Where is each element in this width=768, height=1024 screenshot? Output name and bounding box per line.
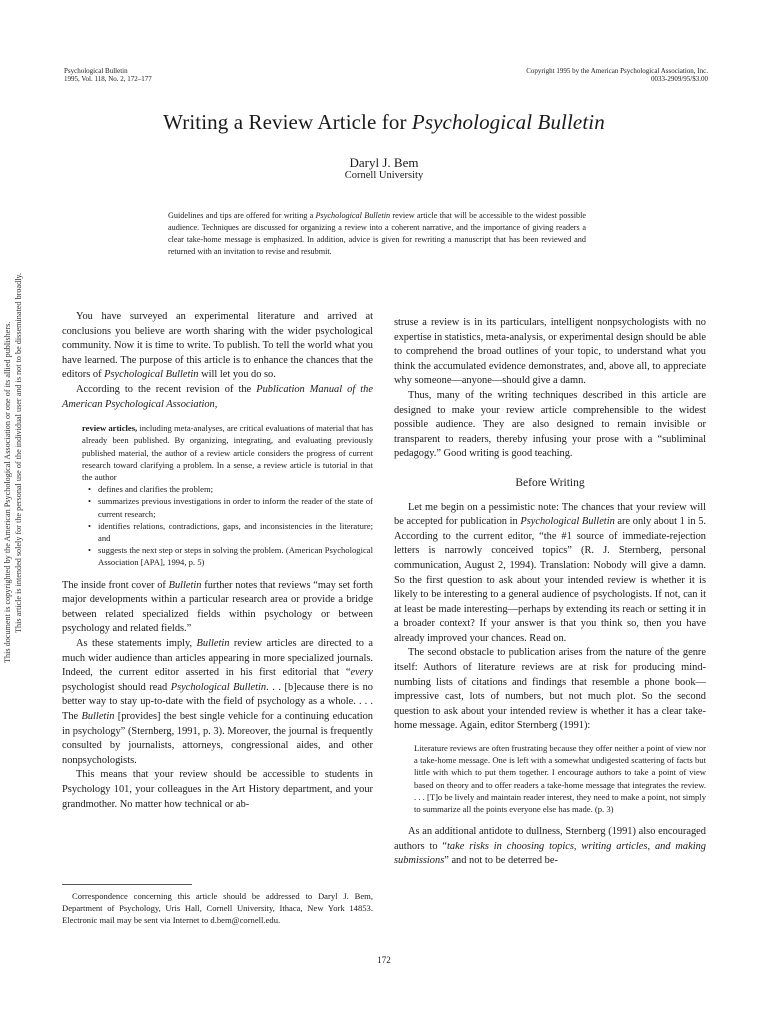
abstract-text-1: Guidelines and tips are offered for writing a (168, 211, 316, 220)
list-item: • summarizes previous investigations in order to inform the reader of the state of current research; (88, 496, 373, 519)
block-quote (82, 422, 373, 568)
block-quote: Literature reviews are often frustrating because they offer neither a point of view nor a take-home message. One is left with a somewhat undigested scattering of facts but little with which to put them together. I encourage authors to take a point of view based on theory and to offer readers a take-home message that integrates the review. . . . [T]o be lively and maintain reader interest, they need to make a point, not simply to summarize all the points everyone else has made. (p. 3) (414, 743, 706, 815)
page-number: 172 (377, 955, 391, 965)
paragraph: The inside front cover of Bulletin further notes that reviews “may set forth major developments within a particular research area or provide a bridge between related specialized fields within psychology or between psychology and related fields.” (62, 579, 373, 635)
left-column (62, 310, 373, 812)
paragraph: As an additional antidote to dullness, Sternberg (1991) also encouraged authors to “take risks in choosing topics, writing articles, and making submissions” and not to be deterred be- (394, 826, 706, 867)
section-heading: Before Writing (515, 476, 585, 489)
right-column (394, 316, 706, 869)
issn-line: 0033-2909/95/$3.00 (651, 75, 708, 83)
abstract-text-2: review article that will be accessible to the widest possible audience. Techniques are discussed for organizing a review into a coherent narrative, and the importance of giving readers a clear take-home message is emphasized. In addition, advice is given for rewriting a manuscript that has been reviewed and returned with an invitation to revise and resubmit. (168, 211, 586, 257)
paragraph: The second obstacle to publication arises from the nature of the genre itself: Authors of literature reviews are at risk for producing mind-numbing lists of citations and findings that resemble a phone book—impressive cast, lots of numbers, but not much plot. So the second question to ask about your intended review is whether it has a clear take-home message. Again, editor Sternberg (1991): (394, 647, 706, 732)
list-item: • identifies relations, contradictions, gaps, and inconsistencies in the literature; and (88, 520, 373, 543)
paragraph: struse a review is in its particulars, intelligent nonpsychologists with no expertise in statistics, meta-analysis, or experimental design should be able to comprehend the broad outlines of your topic, to understand what you think the accumulated evidence demonstrates, and, above all, to appreciate why someone—anyone—should give a damn. (394, 317, 706, 387)
quote-term: review articles, (82, 423, 138, 434)
title-main: Writing a Review Article for (163, 110, 412, 134)
author-affiliation: Cornell University (344, 170, 424, 181)
abstract (168, 210, 586, 258)
list-item: • defines and clarifies the problem; (88, 484, 214, 495)
paragraph: You have surveyed an experimental literature and arrived at conclusions you believe are worth sharing with the wider psychological community. Now it is time to write. To publish. To tell the world what you have learned. The purpose of this article is to enhance the chances that the editors of Psychological Bulletin will let you do so. (62, 311, 373, 381)
abstract-journal: Psychological Bulletin (315, 211, 391, 220)
list-item: • suggests the next step or steps in solving the problem. (American Psychological Association [APA], 1994, p. 5) (88, 545, 373, 568)
bullet-list (82, 483, 373, 568)
paragraph: This means that your review should be accessible to students in Psychology 101, your colleagues in the Art History department, and your grandmother. No matter how technical or ab- (62, 769, 373, 810)
paragraph: As these statements imply, Bulletin review articles are directed to a much wider audience than articles appearing in more specialized journals. Indeed, the current editor asserted in his first editorial that “every psychologist should read Psychological Bulletin. . . [b]ecause there is no better way to stay up-to-date with the field of psychology as a whole. . . . The Bulletin [provides] the best single vehicle for a continuing education in psychology” (Sternberg, 1991, p. 3). Moreover, the journal is frequently consulted by journalists, attorneys, congressional aides, and other nonpsychologists. (62, 637, 373, 766)
footnote-divider (62, 884, 192, 885)
paragraph: Let me begin on a pessimistic note: The chances that your review will be accepted for publication in Psychological Bulletin are only about 1 in 5. According to the current editor, “the #1 source of immediate-rejection letters is narrowly conceived topics” (R. J. Sternberg, personal communication, August 2, 1994). Translation: Nobody will give a damn. So the first question to ask about your intended review is whether it is likely to be interesting to a general audience of psychologists. If not, can it at least be made interesting—perhaps by extending its reach or setting it in a broader context? If your answer is that you think so, then you have already improved your chances. Read on. (394, 501, 707, 644)
copyright-side-note: This document is copyrighted by the American Psychological Association or one of its allied publishers. (3, 321, 12, 663)
journal-volume: 1995, Vol. 118, No. 2, 172–177 (64, 75, 152, 83)
paragraph: Thus, many of the writing techniques described in this article are designed to make your review article comprehensible to the widest possible audience. They are also designed to remain invisible or transparent to readers, thereby infusing your prose with a “subliminal pedagogy.” Good writing is good teaching. (394, 389, 706, 460)
paragraph: According to the recent revision of the Publication Manual of the American Psychological Association, (62, 383, 373, 410)
usage-side-note: This article is intended solely for the personal use of the individual user and is not to be disseminated broadly. (14, 272, 23, 633)
journal-name: Psychological Bulletin (64, 67, 128, 75)
quote-text: including meta-analyses, are critical evaluations of material that has already been published. By organizing, integrating, and evaluating previously published material, the author of a review article considers the progress of current research toward clarifying a problem. In a sense, a review article is tutorial in that the author (82, 423, 373, 482)
correspondence-footnote: Correspondence concerning this article should be addressed to Daryl J. Bem, Department of Psychology, Uris Hall, Cornell University, Ithaca, New York 14853. Electronic mail may be sent via Internet to d.bem@cornell.edu. (62, 891, 373, 926)
title-journal: Psychological Bulletin (411, 110, 605, 134)
copyright-notice (526, 67, 708, 83)
article-title (0, 110, 768, 135)
author-name: Daryl J. Bem (349, 155, 419, 170)
journal-citation (64, 67, 152, 83)
copyright-line: Copyright 1995 by the American Psychological Association, Inc. (526, 67, 708, 75)
